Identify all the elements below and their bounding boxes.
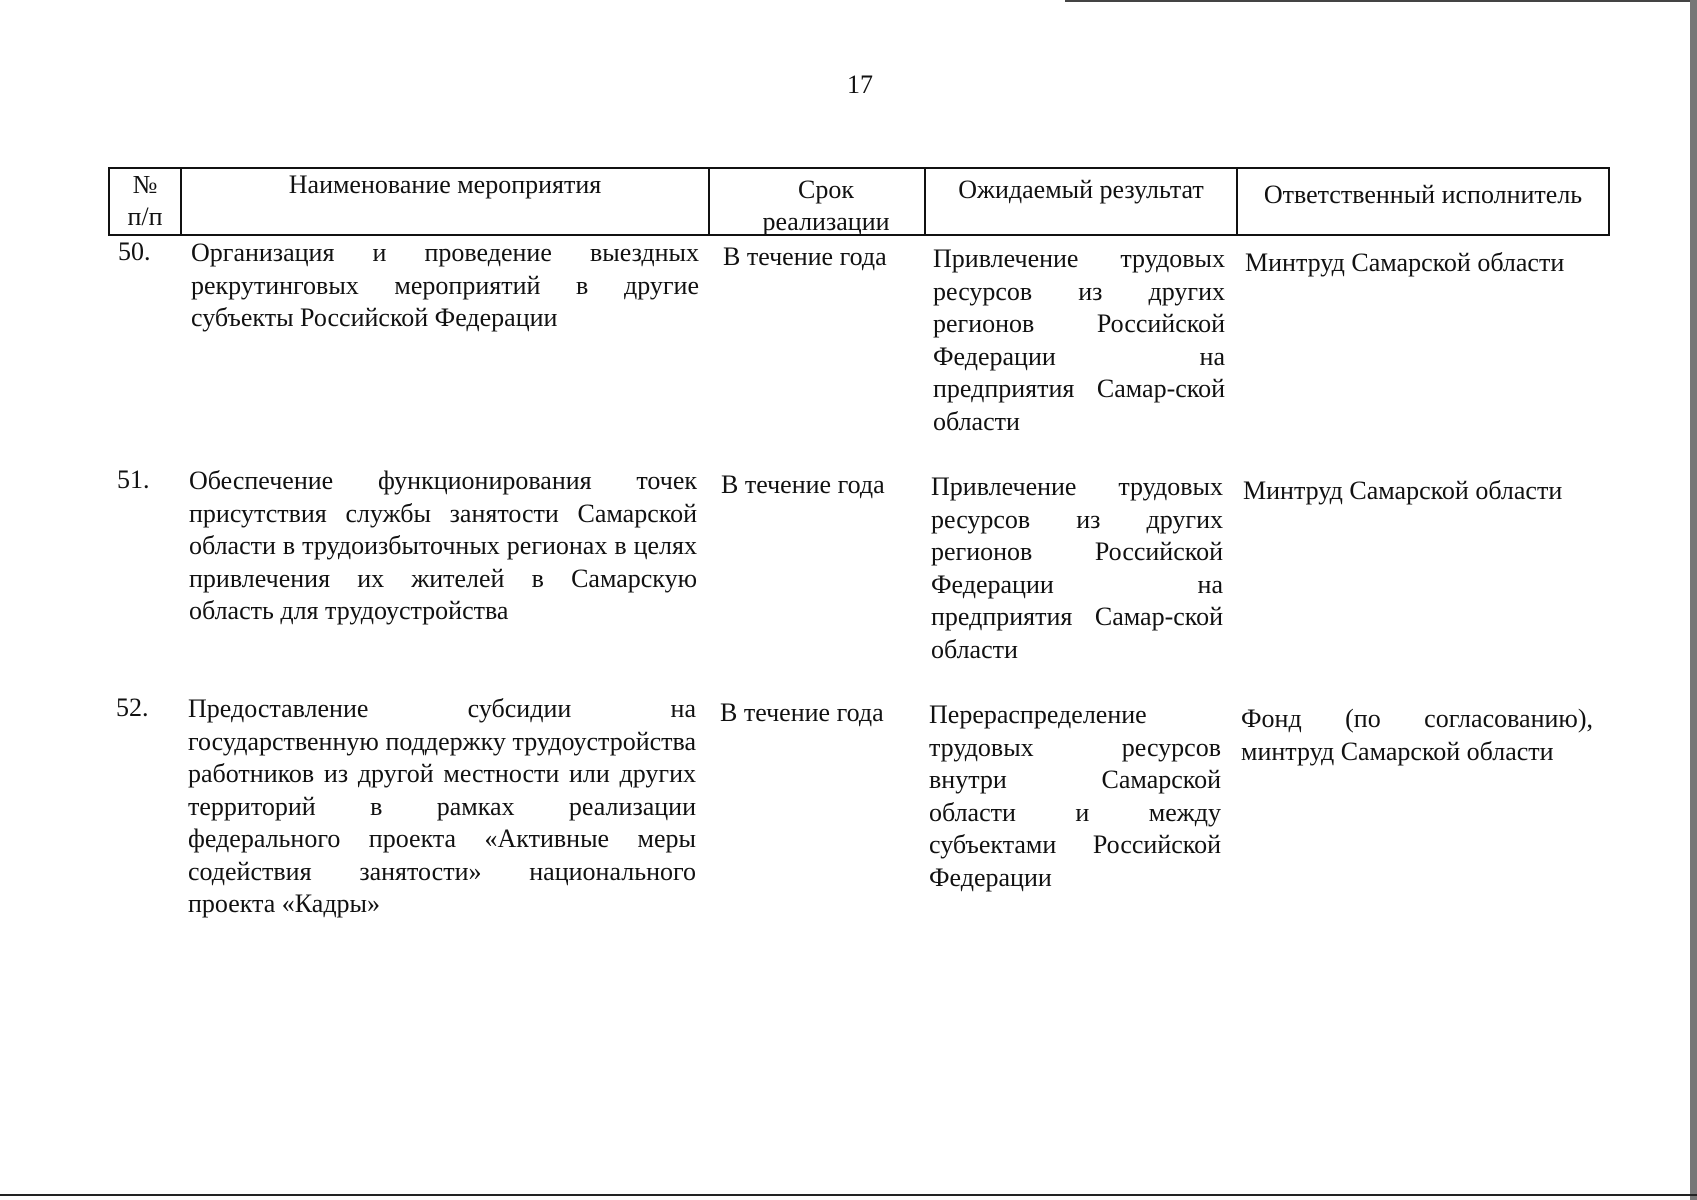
row-52-num: 52. (116, 693, 149, 722)
scan-right-edge (1690, 0, 1697, 1200)
row-51-name: Обеспечение функционирования точек присутствия службы занятости Самарской области в трудоизбыточных регионах в целях привлечения их жителей в Самарскую область для трудоустройства (189, 466, 697, 625)
bottom-edge-line (0, 1194, 1697, 1196)
row-51-num: 51. (117, 465, 150, 494)
header-name: Наименование мероприятия (288, 170, 602, 199)
row-52-term: В течение года (720, 698, 884, 727)
row-50-num: 50. (118, 237, 151, 266)
row-51-executor: Минтруд Самарской области (1243, 476, 1563, 505)
row-50-name: Организация и проведение выездных рекрутинговых мероприятий в другие субъекты Российской Федерации (191, 238, 699, 332)
header-divider (108, 167, 110, 234)
row-50-term: В течение года (723, 242, 887, 271)
header-result: Ожидаемый результат (958, 175, 1204, 204)
page-number: 17 (847, 70, 873, 99)
header-divider (708, 167, 710, 234)
row-51-result: Привлечение трудовых ресурсов из других регионов Российской Федерации на предприятия Самар-ской области (931, 472, 1223, 664)
row-52-executor: Фонд (по согласованию), минтруд Самарской области (1241, 704, 1593, 766)
row-50-executor: Минтруд Самарской области (1245, 248, 1565, 277)
row-52-result: Перераспределение трудовых ресурсов внутри Самарской области и между субъектами Российской Федерации (929, 700, 1221, 892)
header-term: Срок реализации (762, 175, 890, 236)
header-executor: Ответственный исполнитель (1263, 180, 1583, 209)
header-num: № п/п (127, 170, 163, 231)
top-edge-line (1065, 0, 1697, 2)
row-50-result: Привлечение трудовых ресурсов из других регионов Российской Федерации на предприятия Самар-ской области (933, 244, 1225, 436)
row-51-term: В течение года (721, 470, 885, 499)
header-divider (1608, 167, 1610, 234)
row-52-name: Предоставление субсидии на государственную поддержку трудоустройства работников из другой местности или других территорий в рамках реализации федерального проекта «Активные меры содействия занятости» национального проекта «Кадры» (188, 694, 696, 918)
table-header (108, 167, 1610, 234)
